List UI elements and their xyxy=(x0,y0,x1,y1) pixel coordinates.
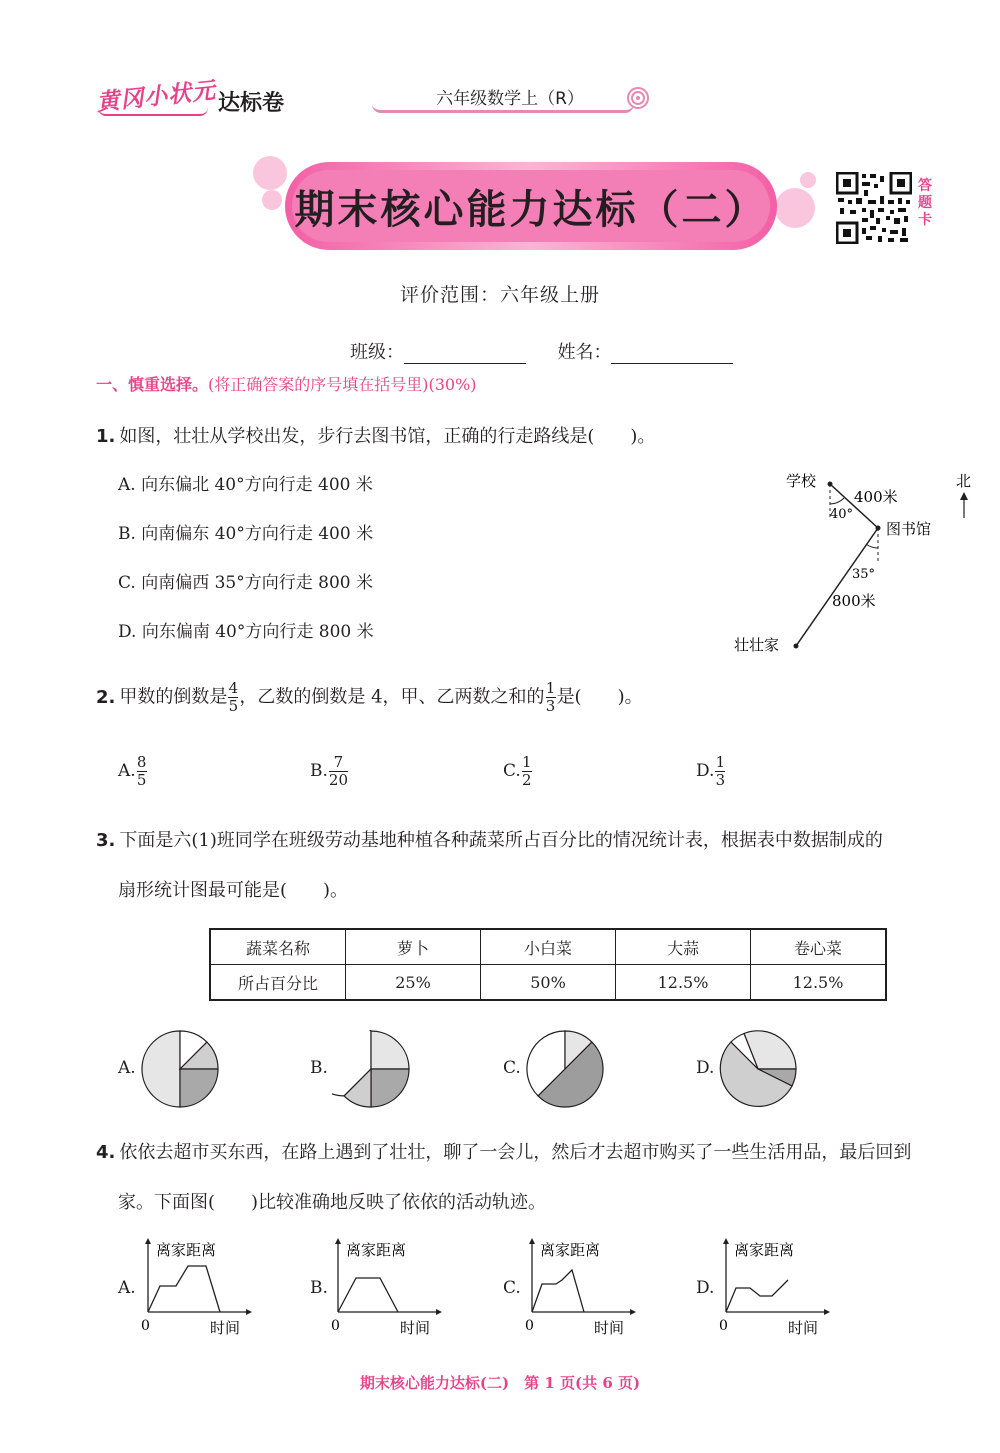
north-label: 北 xyxy=(956,472,972,490)
y-axis-label: 离家距离 xyxy=(156,1241,217,1259)
numerator: 1 xyxy=(715,753,726,771)
table-cell: 12.5% xyxy=(751,965,887,1001)
answer-card-label[interactable]: 答题卡 xyxy=(918,178,932,228)
y-axis-label: 离家距离 xyxy=(346,1241,407,1259)
question-1 xyxy=(96,422,655,448)
question-stem: 如图，壮壮从学校出发，步行去图书馆，正确的行走路线是( )。 xyxy=(119,426,656,447)
table-row xyxy=(210,965,886,1001)
fraction xyxy=(522,754,532,789)
name-field[interactable] xyxy=(611,343,733,364)
y-axis-label: 离家距离 xyxy=(734,1241,795,1259)
question-stem: 下面是六(1)班同学在班级劳动基地种植各种蔬菜所占百分比的情况统计表，根据表中数据制成的 xyxy=(119,830,883,851)
question-4 xyxy=(96,1138,911,1164)
q2-option-a[interactable] xyxy=(118,754,148,789)
q4-option-a-graph[interactable] xyxy=(138,1236,258,1340)
distance-label-1: 400米 xyxy=(854,488,898,506)
question-4-line2: 家。下面图( )比较准确地反映了依依的活动轨迹。 xyxy=(118,1192,547,1213)
vegetable-table xyxy=(209,928,887,1001)
student-info-row xyxy=(350,338,733,364)
question-3 xyxy=(96,826,883,852)
decor-bubble xyxy=(253,156,287,190)
decor-bubble xyxy=(262,190,282,210)
denominator: 2 xyxy=(522,771,532,789)
class-label: 班级： xyxy=(350,342,404,363)
home-label: 壮壮家 xyxy=(734,636,780,654)
qr-code-icon[interactable] xyxy=(836,172,912,244)
angle-arc-40 xyxy=(830,498,844,504)
grade-label: 六年级数学上（R） xyxy=(436,89,584,109)
q1-option-d[interactable]: D. 向东偏南 40°方向行走 800 米 xyxy=(118,622,374,642)
numerator: 7 xyxy=(333,753,344,771)
question-number: 1. xyxy=(96,426,116,447)
x-axis-label: 时间 xyxy=(210,1319,241,1337)
class-field[interactable] xyxy=(404,343,526,364)
question-number: 3. xyxy=(96,830,116,851)
numerator: 8 xyxy=(136,753,147,771)
question-stem-part: 是( )。 xyxy=(556,686,643,708)
q4-option-c-label[interactable]: C. xyxy=(503,1278,521,1298)
question-2 xyxy=(96,680,643,715)
decor-bubble xyxy=(775,188,815,228)
question-3-line2: 扇形统计图最可能是( )。 xyxy=(118,880,349,901)
q4-option-b-label[interactable]: B. xyxy=(310,1278,328,1298)
fraction xyxy=(546,680,556,715)
numerator: 1 xyxy=(545,679,556,697)
table-cell: 小白菜 xyxy=(481,929,616,965)
q3-option-a-pie[interactable] xyxy=(141,1030,221,1110)
fraction xyxy=(228,680,238,715)
library-point xyxy=(876,526,881,531)
denominator: 3 xyxy=(715,771,726,789)
table-cell: 50% xyxy=(481,965,616,1001)
table-cell: 萝卜 xyxy=(346,929,481,965)
home-point xyxy=(794,644,799,649)
q3-option-c-label[interactable]: C. xyxy=(503,1058,521,1078)
q4-option-a-label[interactable]: A. xyxy=(118,1278,136,1298)
route-map-figure xyxy=(720,460,990,660)
library-home-route xyxy=(796,528,878,646)
section-title: 一、慎重选择。 xyxy=(96,375,209,394)
question-number: 4. xyxy=(96,1142,116,1163)
q3-option-d-pie[interactable] xyxy=(719,1030,799,1110)
q4-option-d-label[interactable]: D. xyxy=(696,1278,715,1298)
origin-label: 0 xyxy=(719,1318,728,1334)
series-name: 达标卷 xyxy=(218,91,285,116)
q1-option-a[interactable]: A. 向东偏北 40°方向行走 400 米 xyxy=(118,475,373,495)
q3-option-a-label[interactable]: A. xyxy=(118,1058,136,1078)
section-note: (将正确答案的序号填在括号里)(30%) xyxy=(208,375,477,394)
q2-option-b[interactable] xyxy=(310,754,349,789)
page-title: 期末核心能力达标（二） xyxy=(294,187,768,233)
table-header-row xyxy=(210,929,886,965)
north-arrow-head xyxy=(960,492,968,500)
q3-option-b-pie[interactable] xyxy=(332,1030,412,1110)
school-label: 学校 xyxy=(786,472,817,490)
q3-option-d-label[interactable]: D. xyxy=(696,1058,715,1078)
x-axis-label: 时间 xyxy=(594,1319,625,1337)
x-axis-label: 时间 xyxy=(400,1319,431,1337)
table-cell: 蔬菜名称 xyxy=(210,929,346,965)
denominator: 5 xyxy=(228,697,239,715)
grade-underline xyxy=(372,104,634,113)
option-letter: D. xyxy=(696,761,715,781)
denominator: 3 xyxy=(545,697,556,715)
table-cell: 12.5% xyxy=(616,965,751,1001)
table-cell: 卷心菜 xyxy=(751,929,887,965)
distance-label-2: 800米 xyxy=(832,592,876,610)
q3-option-c-pie[interactable] xyxy=(526,1030,606,1110)
origin-label: 0 xyxy=(331,1318,340,1334)
question-number: 2. xyxy=(96,686,116,708)
origin-label: 0 xyxy=(525,1318,534,1334)
table-cell: 25% xyxy=(346,965,481,1001)
page-footer: 期末核心能力达标(二) 第 1 页(共 6 页) xyxy=(359,1374,641,1392)
library-label: 图书馆 xyxy=(886,520,932,538)
q2-option-d[interactable] xyxy=(696,754,726,789)
q3-option-b-label[interactable]: B. xyxy=(310,1058,328,1078)
numerator: 1 xyxy=(522,753,532,771)
q1-option-b[interactable]: B. 向南偏东 40°方向行走 400 米 xyxy=(118,524,374,544)
option-letter: A. xyxy=(118,761,136,781)
section-heading xyxy=(96,372,477,395)
evaluation-scope: 评价范围：六年级上册 xyxy=(399,284,600,306)
numerator: 4 xyxy=(228,679,239,697)
q2-option-c[interactable] xyxy=(503,754,533,789)
q4-option-b-graph[interactable] xyxy=(328,1236,448,1340)
decor-bubble xyxy=(800,172,816,188)
option-letter: B. xyxy=(310,761,328,781)
angle-label-1: 40° xyxy=(830,507,854,522)
q1-option-c[interactable]: C. 向南偏西 35°方向行走 800 米 xyxy=(118,573,373,593)
brand-logo: 黄冈小状元 xyxy=(95,77,218,117)
swirl-ornament xyxy=(622,86,652,110)
question-stem: 依依去超市买东西，在路上遇到了壮壮，聊了一会儿，然后才去超市购买了一些生活用品，最后回到 xyxy=(119,1142,912,1163)
angle-label-2: 35° xyxy=(852,567,876,582)
y-axis-label: 离家距离 xyxy=(540,1241,601,1259)
table-cell: 大蒜 xyxy=(616,929,751,965)
origin-label: 0 xyxy=(141,1318,150,1334)
q4-option-c-graph[interactable] xyxy=(522,1236,642,1340)
question-stem-part: 甲数的倒数是 xyxy=(119,686,228,708)
angle-arc-35 xyxy=(866,544,878,548)
school-point xyxy=(828,482,833,487)
name-label: 姓名： xyxy=(557,342,612,363)
option-letter: C. xyxy=(503,761,521,781)
fraction xyxy=(137,754,147,789)
denominator: 5 xyxy=(136,771,147,789)
question-stem-part: ，乙数的倒数是 4，甲、乙两数之和的 xyxy=(239,686,545,708)
brand-underline xyxy=(98,108,208,116)
x-axis-label: 时间 xyxy=(788,1319,819,1337)
q4-option-d-graph[interactable] xyxy=(716,1236,836,1340)
denominator: 20 xyxy=(328,771,348,789)
table-cell: 所占百分比 xyxy=(210,965,346,1001)
fraction xyxy=(329,754,348,789)
fraction xyxy=(715,754,725,789)
